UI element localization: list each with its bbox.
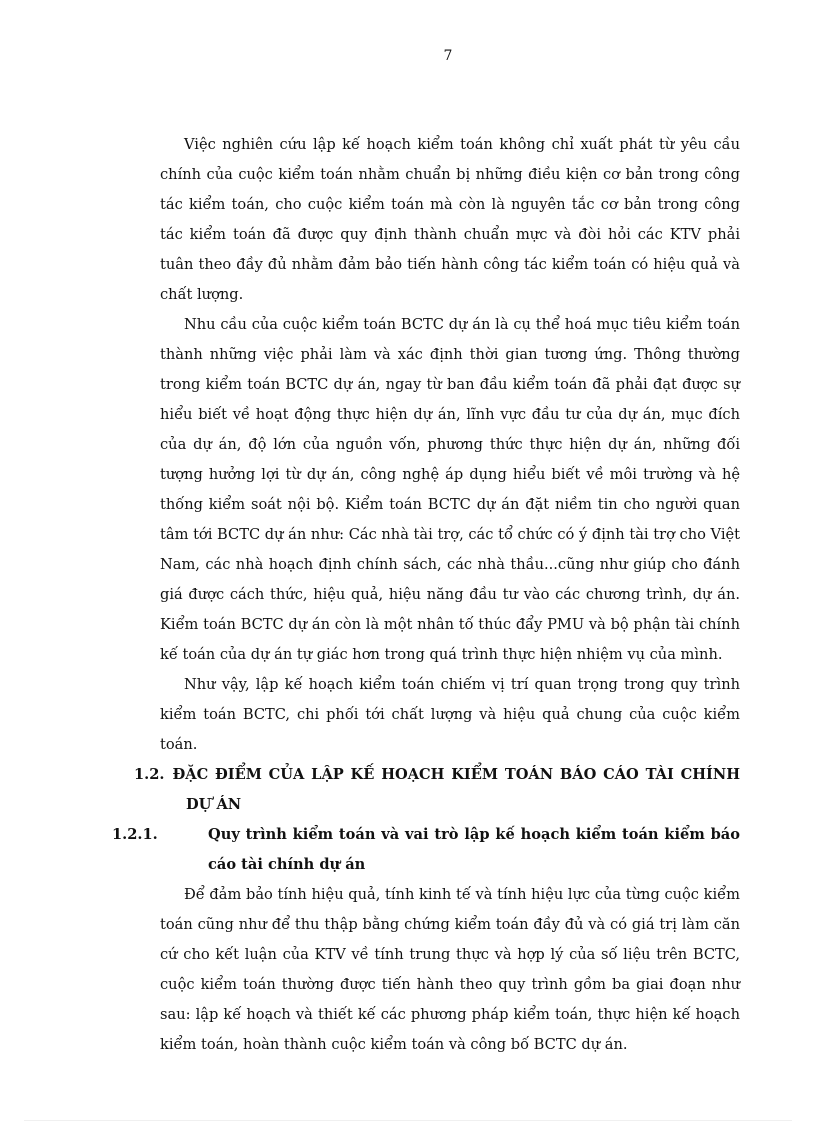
subsection-title: Quy trình kiểm toán và vai trò lập kế hoạch kiểm toán kiểm báo cáo tài chính dự án xyxy=(208,826,740,873)
paragraph: Nhu cầu của cuộc kiểm toán BCTC dự án là cụ thể hoá mục tiêu kiểm toán thành những việc phải làm và xác định thời gian tương ứng. Thông thường trong kiểm toán BCTC dự án, ngay từ ban đầu kiểm toán đã phải đạt được sự hiểu biết về hoạt động thực hiện dự án, lĩnh vực đầu tư của dự án, mục đích của dự án, độ lớn của nguồn vốn, phương thức thực hiện dự án, những đối tượng hưởng lợi từ dự án, công nghệ áp dụng hiểu biết về môi trường và hệ thống kiểm soát nội bộ. Kiểm toán BCTC dự án đặt niềm tin cho người quan tâm tới BCTC dự án như: Các nhà tài trợ, các tổ chức có ý định tài trợ cho Việt Nam, các nhà hoạch định chính sách, các nhà thầu...cũng như giúp cho đánh giá được cách thức, hiệu quả, hiệu năng đầu tư vào các chương trình, dự án. Kiểm toán BCTC dự án còn là một nhân tố thúc đẩy PMU và bộ phận tài chính kế toán của dự án tự giác hơn trong quá trình thực hiện nhiệm vụ của mình. xyxy=(160,316,740,663)
paragraph: Như vậy, lập kế hoạch kiểm toán chiếm vị trí quan trọng trong quy trình kiểm toán BCTC, chi phối tới chất lượng và hiệu quả chung của cuộc kiểm toán. xyxy=(160,676,740,753)
paragraph: Việc nghiên cứu lập kế hoạch kiểm toán không chỉ xuất phát từ yêu cầu chính của cuộc kiểm toán nhằm chuẩn bị những điều kiện cơ bản trong công tác kiểm toán, cho cuộc kiểm toán mà còn là nguyên tắc cơ bản trong công tác kiểm toán đã được quy định thành chuẩn mực và đòi hỏi các KTV phải tuân theo đầy đủ nhằm đảm bảo tiến hành công tác kiểm toán có hiệu quả và chất lượng. xyxy=(160,136,740,303)
section-title: ĐẶC ĐIỂM CỦA LẬP KẾ HOẠCH KIỂM TOÁN BÁO CÁO TÀI CHÍNH DỰ ÁN xyxy=(172,766,740,813)
section-heading xyxy=(134,760,740,820)
subsection-number: 1.2.1. xyxy=(112,826,158,843)
page-number: 7 xyxy=(443,48,453,64)
section-number: 1.2. xyxy=(134,766,165,783)
body-text xyxy=(112,130,740,1060)
page-divider xyxy=(24,1120,792,1121)
paragraph: Để đảm bảo tính hiệu quả, tính kinh tế và tính hiệu lực của từng cuộc kiểm toán cũng như để thu thập bằng chứng kiểm toán đầy đủ và có giá trị làm căn cứ cho kết luận của KTV về tính trung thực và hợp lý của số liệu trên BCTC, cuộc kiểm toán thường được tiến hành theo quy trình gồm ba giai đoạn như sau: lập kế hoạch và thiết kế các phương pháp kiểm toán, thực hiện kế hoạch kiểm toán, hoàn thành cuộc kiểm toán và công bố BCTC dự án. xyxy=(160,886,740,1053)
subsection-heading xyxy=(112,820,740,880)
